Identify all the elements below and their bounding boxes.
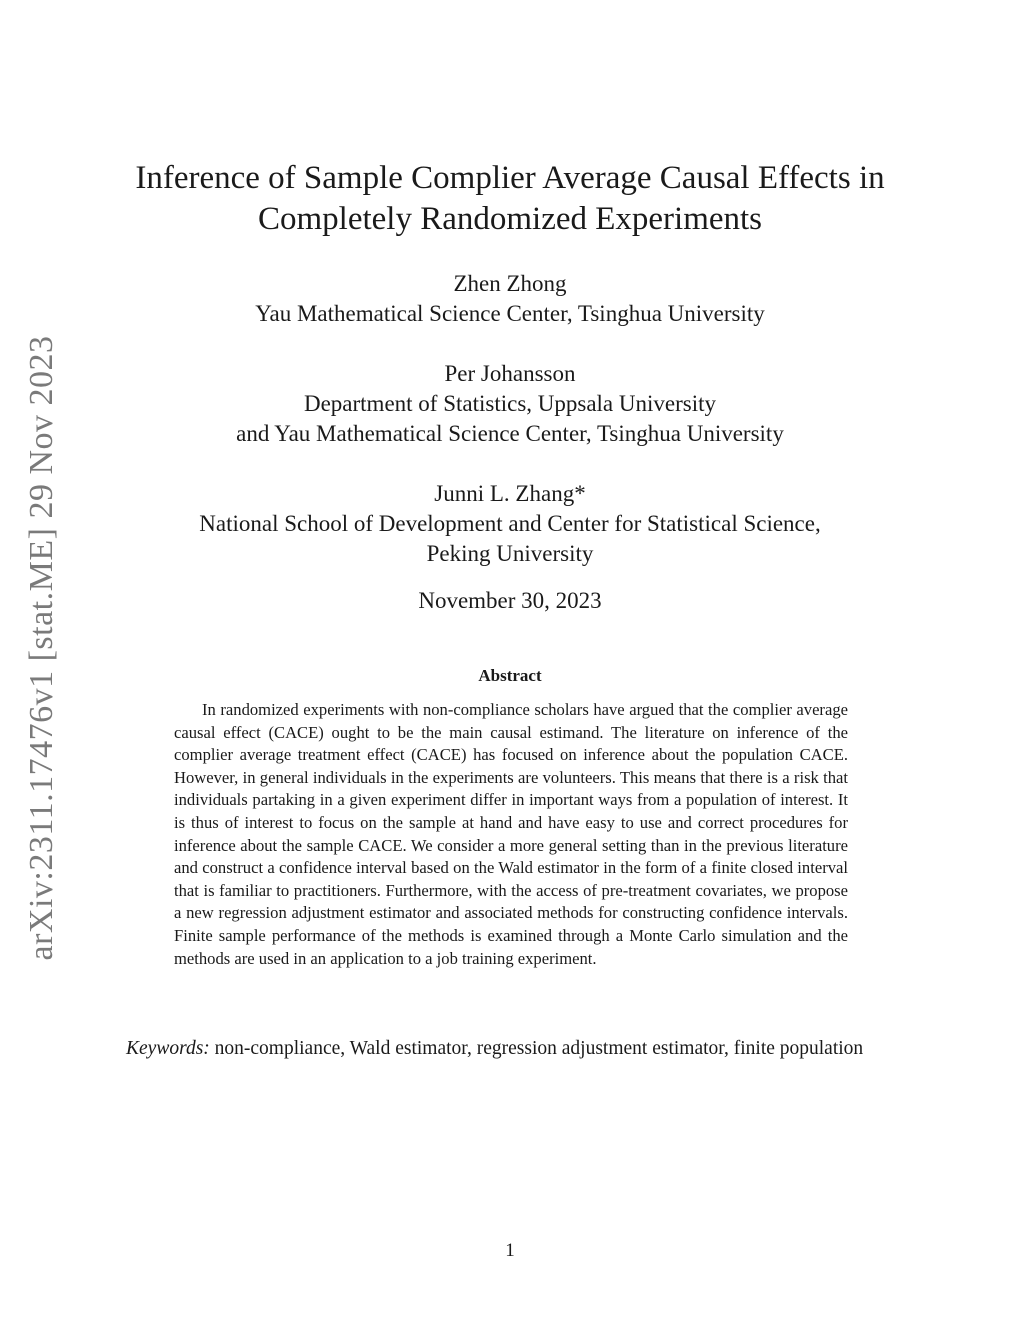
abstract-heading: Abstract <box>478 666 542 685</box>
author-block-1 <box>100 269 920 329</box>
author-affiliation: and Yau Mathematical Science Center, Tsinghua University <box>236 421 784 446</box>
author-block-2 <box>100 359 920 449</box>
title-line-2: Completely Randomized Experiments <box>257 201 763 237</box>
abstract-text: In randomized experiments with non-compliance scholars have argued that the complier average causal effect (CACE) ought to be the main causal estimand. The literature on inference of the complier average treatment effect (CACE) has focused on inference about the population CACE. However, in general individuals in the experiments are volunteers. This means that there is a risk that individuals partaking in a given experiment differ in important ways from a population of interest. It is thus of interest to focus on the sample at hand and have easy to use and correct procedures for inference about the sample CACE. We consider a more general setting than in the previous literature and construct a confidence interval based on the Wald estimator in the form of a finite closed interval that is familiar to practitioners. Furthermore, with the access of pre-treatment covariates, we propose a new regression adjustment estimator and associated methods for constructing confidence intervals. Finite sample performance of the methods is examined through a Monte Carlo simulation and the methods are used in an application to a job training experiment. <box>174 700 848 968</box>
keywords-text: non-compliance, Wald estimator, regression adjustment estimator, finite population <box>214 1038 864 1059</box>
author-affiliation: Department of Statistics, Uppsala University <box>303 391 716 416</box>
paper-title <box>100 158 920 240</box>
author-affiliation: Yau Mathematical Science Center, Tsinghua University <box>255 301 765 326</box>
author-name: Zhen Zhong <box>453 271 567 296</box>
keywords <box>126 1036 896 1062</box>
title-block <box>100 158 920 240</box>
keywords-label: Keywords: <box>126 1038 210 1059</box>
arxiv-identifier-stamp[interactable]: arXiv:2311.17476v1 [stat.ME] 29 Nov 2023 <box>23 335 60 961</box>
author-affiliation: Peking University <box>426 541 594 566</box>
publication-date: November 30, 2023 <box>418 588 602 613</box>
page-number: 1 <box>505 1240 515 1261</box>
author-name: Per Johansson <box>444 361 576 386</box>
author-affiliation: National School of Development and Center for Statistical Science, <box>199 511 821 536</box>
author-name: Junni L. Zhang* <box>434 481 586 506</box>
title-line-1: Inference of Sample Complier Average Causal Effects in <box>135 160 885 196</box>
author-block-3 <box>100 479 920 569</box>
